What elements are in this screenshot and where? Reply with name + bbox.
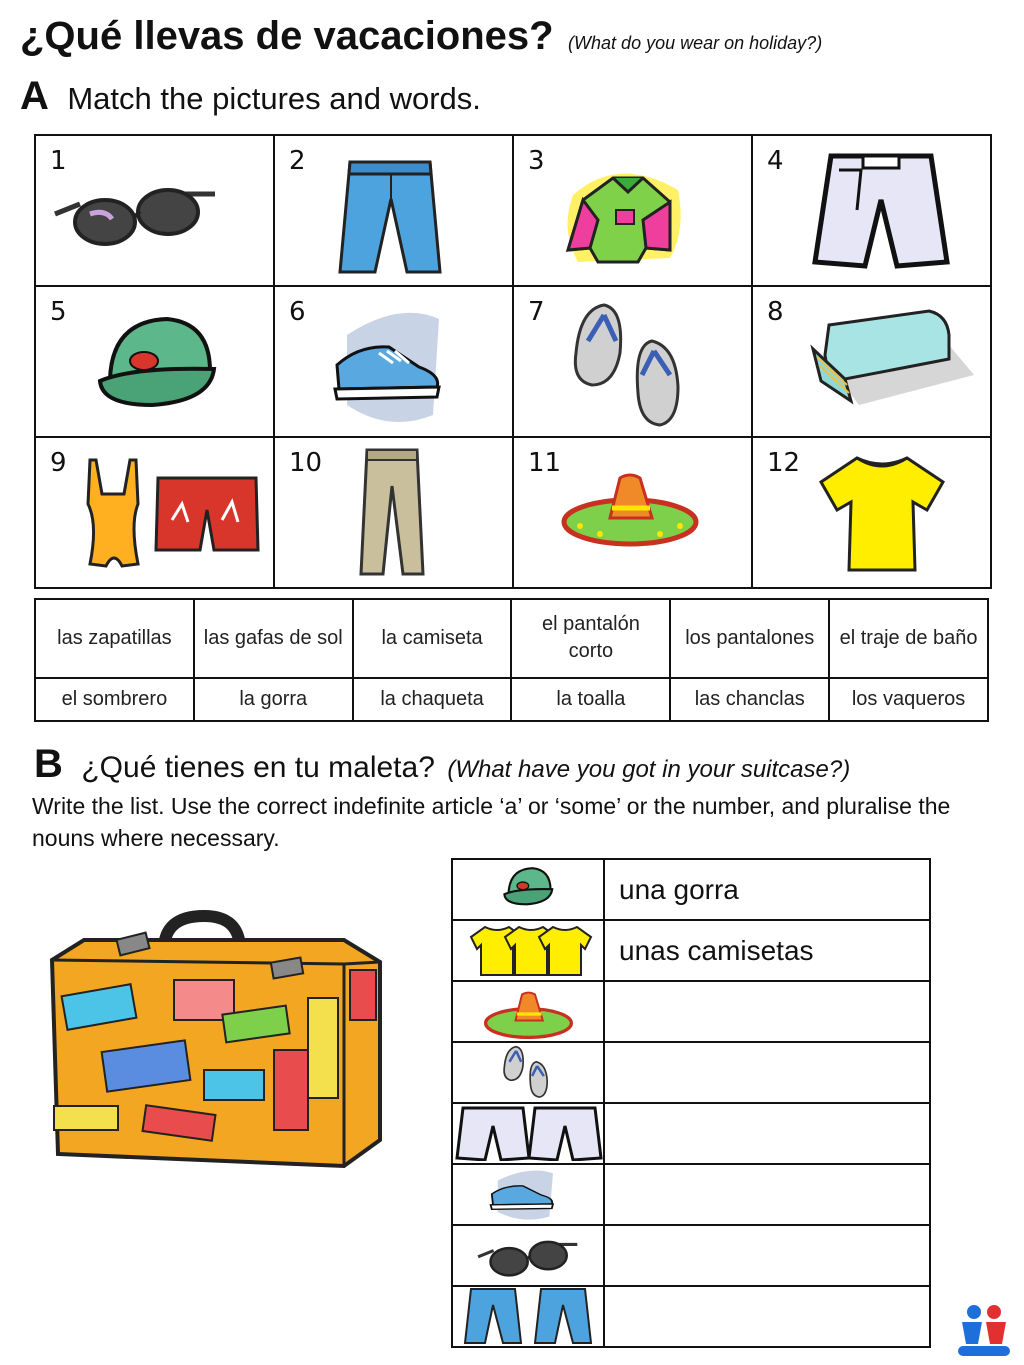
word-bank-cell: los pantalones: [670, 599, 829, 678]
jeans-icon: [335, 154, 445, 276]
t-shirt-icon: [817, 452, 947, 576]
sunglasses-icon: [453, 1226, 603, 1283]
list-row: [452, 859, 930, 920]
page-title: ¿Qué llevas de vacaciones?: [20, 14, 554, 58]
sombrero-icon: [453, 982, 603, 1039]
suitcase-list-table: [451, 858, 931, 1348]
picture-grid: [34, 134, 992, 589]
section-a-instruction: Match the pictures and words.: [67, 81, 481, 116]
swimsuit-icon: [74, 454, 154, 572]
answer-cell[interactable]: una gorra: [604, 859, 930, 920]
picture-cell: [513, 135, 752, 286]
picture-cell: [752, 437, 991, 588]
section-b-instructions: Write the list. Use the correct indefinite article ‘a’ or ‘some’ or the number, and pluralise the nouns where necessary.: [32, 793, 951, 851]
page-subtitle: (What do you wear on holiday?): [568, 33, 823, 53]
picture-number: 5: [50, 297, 67, 327]
shorts-icon: [811, 150, 951, 270]
picture-number: 10: [289, 448, 323, 478]
three-t-shirts-icon: [453, 921, 603, 978]
suitcase-illustration: [44, 910, 384, 1170]
picture-number: 9: [50, 448, 67, 478]
flip-flops-icon: [568, 301, 698, 431]
flip-flops-icon: [453, 1043, 603, 1100]
list-row: [452, 1164, 930, 1225]
picture-number: 2: [289, 146, 306, 176]
list-row: [452, 1103, 930, 1164]
picture-number: 8: [767, 297, 784, 327]
picture-cell: [274, 135, 513, 286]
publisher-logo: [952, 1300, 1016, 1360]
word-bank-table: [34, 598, 989, 722]
list-icon-cell: [452, 1103, 604, 1164]
list-icon-cell: [452, 1286, 604, 1347]
list-icon-cell: [452, 1225, 604, 1286]
picture-number: 4: [767, 146, 784, 176]
section-b-translation: (What have you got in your suitcase?): [447, 756, 851, 783]
picture-number: 11: [528, 448, 562, 478]
list-icon-cell: [452, 981, 604, 1042]
answer-cell[interactable]: [604, 1103, 930, 1164]
picture-cell: [35, 437, 274, 588]
cap-icon: [92, 309, 222, 419]
word-bank-cell: los vaqueros: [829, 678, 988, 721]
word-bank-cell: las gafas de sol: [194, 599, 353, 678]
picture-cell: [35, 286, 274, 437]
word-bank-cell: las chanclas: [670, 678, 829, 721]
list-icon-cell: [452, 1164, 604, 1225]
picture-cell: [274, 437, 513, 588]
two-shorts-icon: [453, 1104, 603, 1161]
picture-cell: [274, 286, 513, 437]
picture-cell: [752, 135, 991, 286]
section-b-question: ¿Qué tienes en tu maleta?: [81, 751, 435, 784]
answer-cell[interactable]: [604, 981, 930, 1042]
towel-icon: [799, 305, 979, 415]
list-icon-cell: [452, 859, 604, 920]
answer-cell[interactable]: [604, 1042, 930, 1103]
list-row: [452, 1042, 930, 1103]
picture-number: 3: [528, 146, 545, 176]
answer-cell[interactable]: [604, 1286, 930, 1347]
section-b-heading: [34, 742, 850, 787]
sombrero-icon: [560, 468, 700, 548]
swim-shorts-icon: [152, 470, 262, 556]
picture-number: 1: [50, 146, 67, 176]
list-row: [452, 1225, 930, 1286]
list-row: [452, 1286, 930, 1347]
answer-cell[interactable]: [604, 1225, 930, 1286]
list-icon-cell: [452, 920, 604, 981]
picture-cell: [513, 286, 752, 437]
page-header: [20, 14, 822, 59]
list-row: [452, 981, 930, 1042]
section-b-letter: B: [34, 742, 63, 786]
trainers-icon: [453, 1165, 603, 1222]
trainers-icon: [329, 305, 449, 429]
picture-number: 6: [289, 297, 306, 327]
word-bank-cell: el pantalón corto: [511, 599, 670, 678]
picture-cell: [35, 135, 274, 286]
answer-cell[interactable]: [604, 1164, 930, 1225]
picture-cell: [513, 437, 752, 588]
picture-number: 12: [767, 448, 801, 478]
picture-number: 7: [528, 297, 545, 327]
word-bank-cell: la gorra: [194, 678, 353, 721]
answer-cell[interactable]: unas camisetas: [604, 920, 930, 981]
trousers-icon: [357, 446, 427, 580]
picture-cell: [752, 286, 991, 437]
word-bank-cell: el sombrero: [35, 678, 194, 721]
cap-icon: [453, 860, 603, 917]
word-bank-cell: el traje de baño: [829, 599, 988, 678]
jacket-icon: [558, 160, 688, 270]
sunglasses-icon: [50, 174, 220, 254]
two-jeans-icon: [453, 1287, 603, 1344]
word-bank-cell: la camiseta: [353, 599, 512, 678]
word-bank-cell: la toalla: [511, 678, 670, 721]
section-a-letter: A: [20, 74, 49, 118]
word-bank-cell: la chaqueta: [353, 678, 512, 721]
section-a-heading: [20, 74, 481, 119]
list-row: [452, 920, 930, 981]
list-icon-cell: [452, 1042, 604, 1103]
word-bank-cell: las zapatillas: [35, 599, 194, 678]
